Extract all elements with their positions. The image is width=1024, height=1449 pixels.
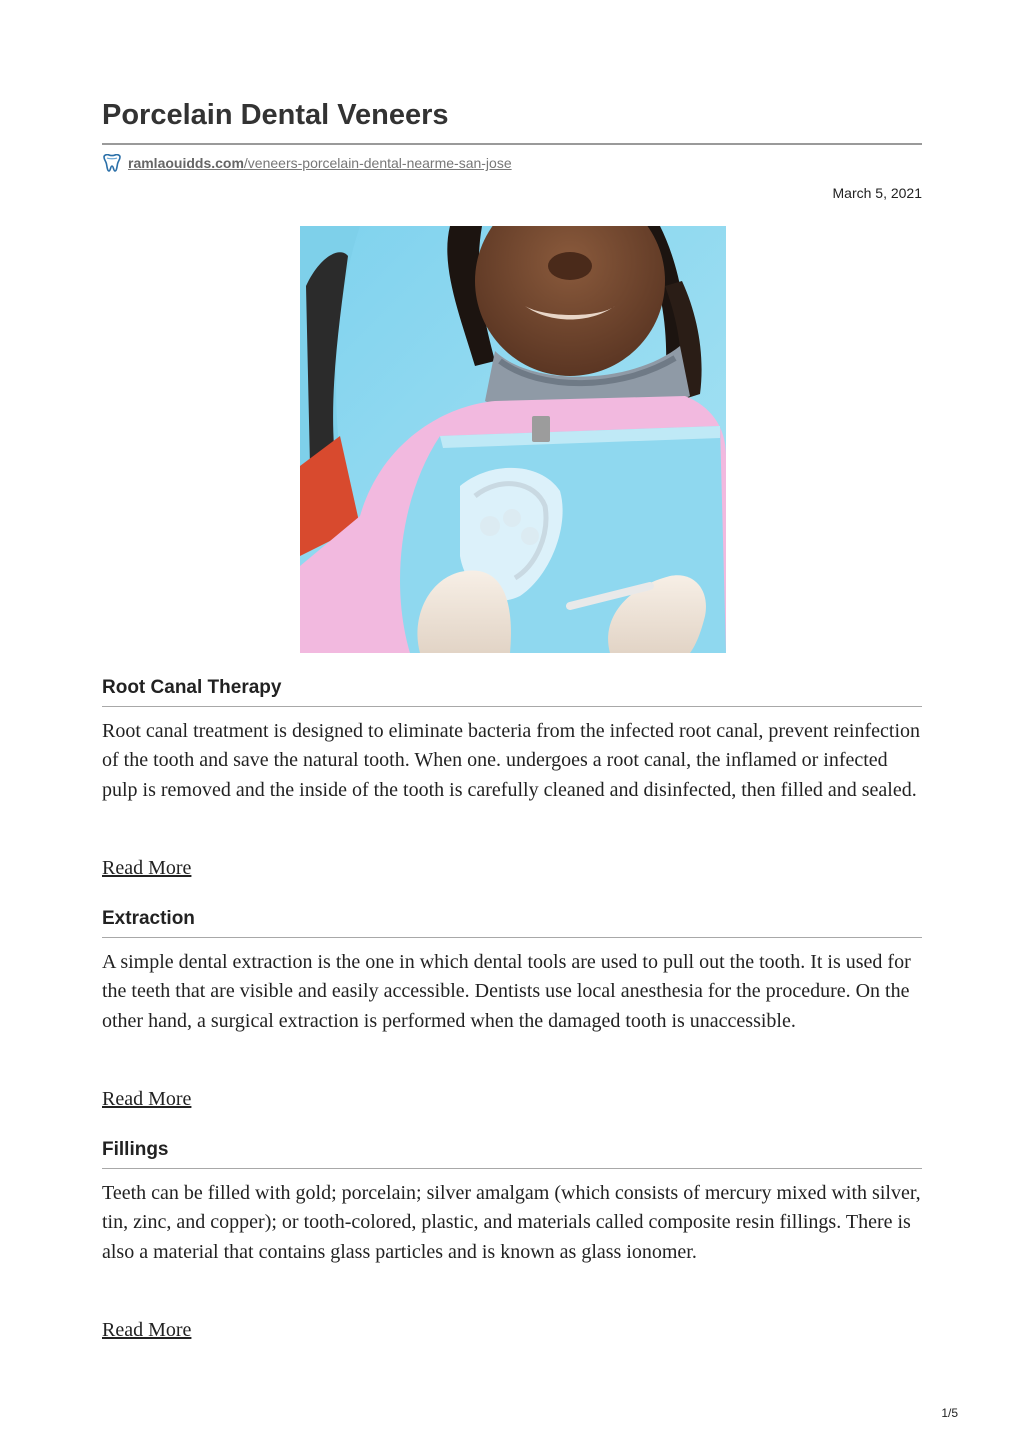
hero-image	[300, 226, 726, 653]
tooth-logo-icon	[102, 154, 122, 172]
source-domain: ramlaouidds.com	[128, 155, 244, 171]
section-body-fillings: Teeth can be filled with gold; porcelain; silver amalgam (which consists of mercury mixed with silver, tin, zinc, and copper); or tooth-colored, plastic, and materials called composite resin fillings. There is also a material that contains glass particles and is known as glass ionomer.	[102, 1182, 921, 1263]
page-number: 1/5	[941, 1406, 958, 1420]
section-heading-extraction: Extraction	[102, 907, 922, 938]
publish-date: March 5, 2021	[832, 185, 922, 201]
section-body-extraction: A simple dental extraction is the one in which dental tools are used to pull out the tooth. It is used for the teeth that are visible and easily accessible. Dentists use local anesthesia for the procedure. On the other hand, a surgical extraction is performed when the damaged tooth is unaccessible.	[102, 951, 911, 1032]
source-line	[102, 153, 512, 173]
page-title: Porcelain Dental Veneers	[102, 99, 449, 131]
title-divider	[102, 143, 922, 145]
section-heading-fillings: Fillings	[102, 1138, 922, 1169]
section-heading-root-canal: Root Canal Therapy	[102, 676, 922, 707]
source-link[interactable]	[128, 155, 512, 171]
source-path: /veneers-porcelain-dental-nearme-san-jose	[243, 155, 512, 171]
read-more-link-fillings[interactable]: Read More	[102, 1319, 192, 1341]
section-body-root-canal: Root canal treatment is designed to eliminate bacteria from the infected root canal, prevent reinfection of the tooth and save the natural tooth. When one. undergoes a root canal, the inflamed or infected pulp is removed and the inside of the tooth is carefully cleaned and disinfected, then filled and sealed.	[102, 720, 920, 801]
read-more-link-extraction[interactable]: Read More	[102, 1088, 192, 1110]
read-more-link-root-canal[interactable]: Read More	[102, 857, 192, 879]
